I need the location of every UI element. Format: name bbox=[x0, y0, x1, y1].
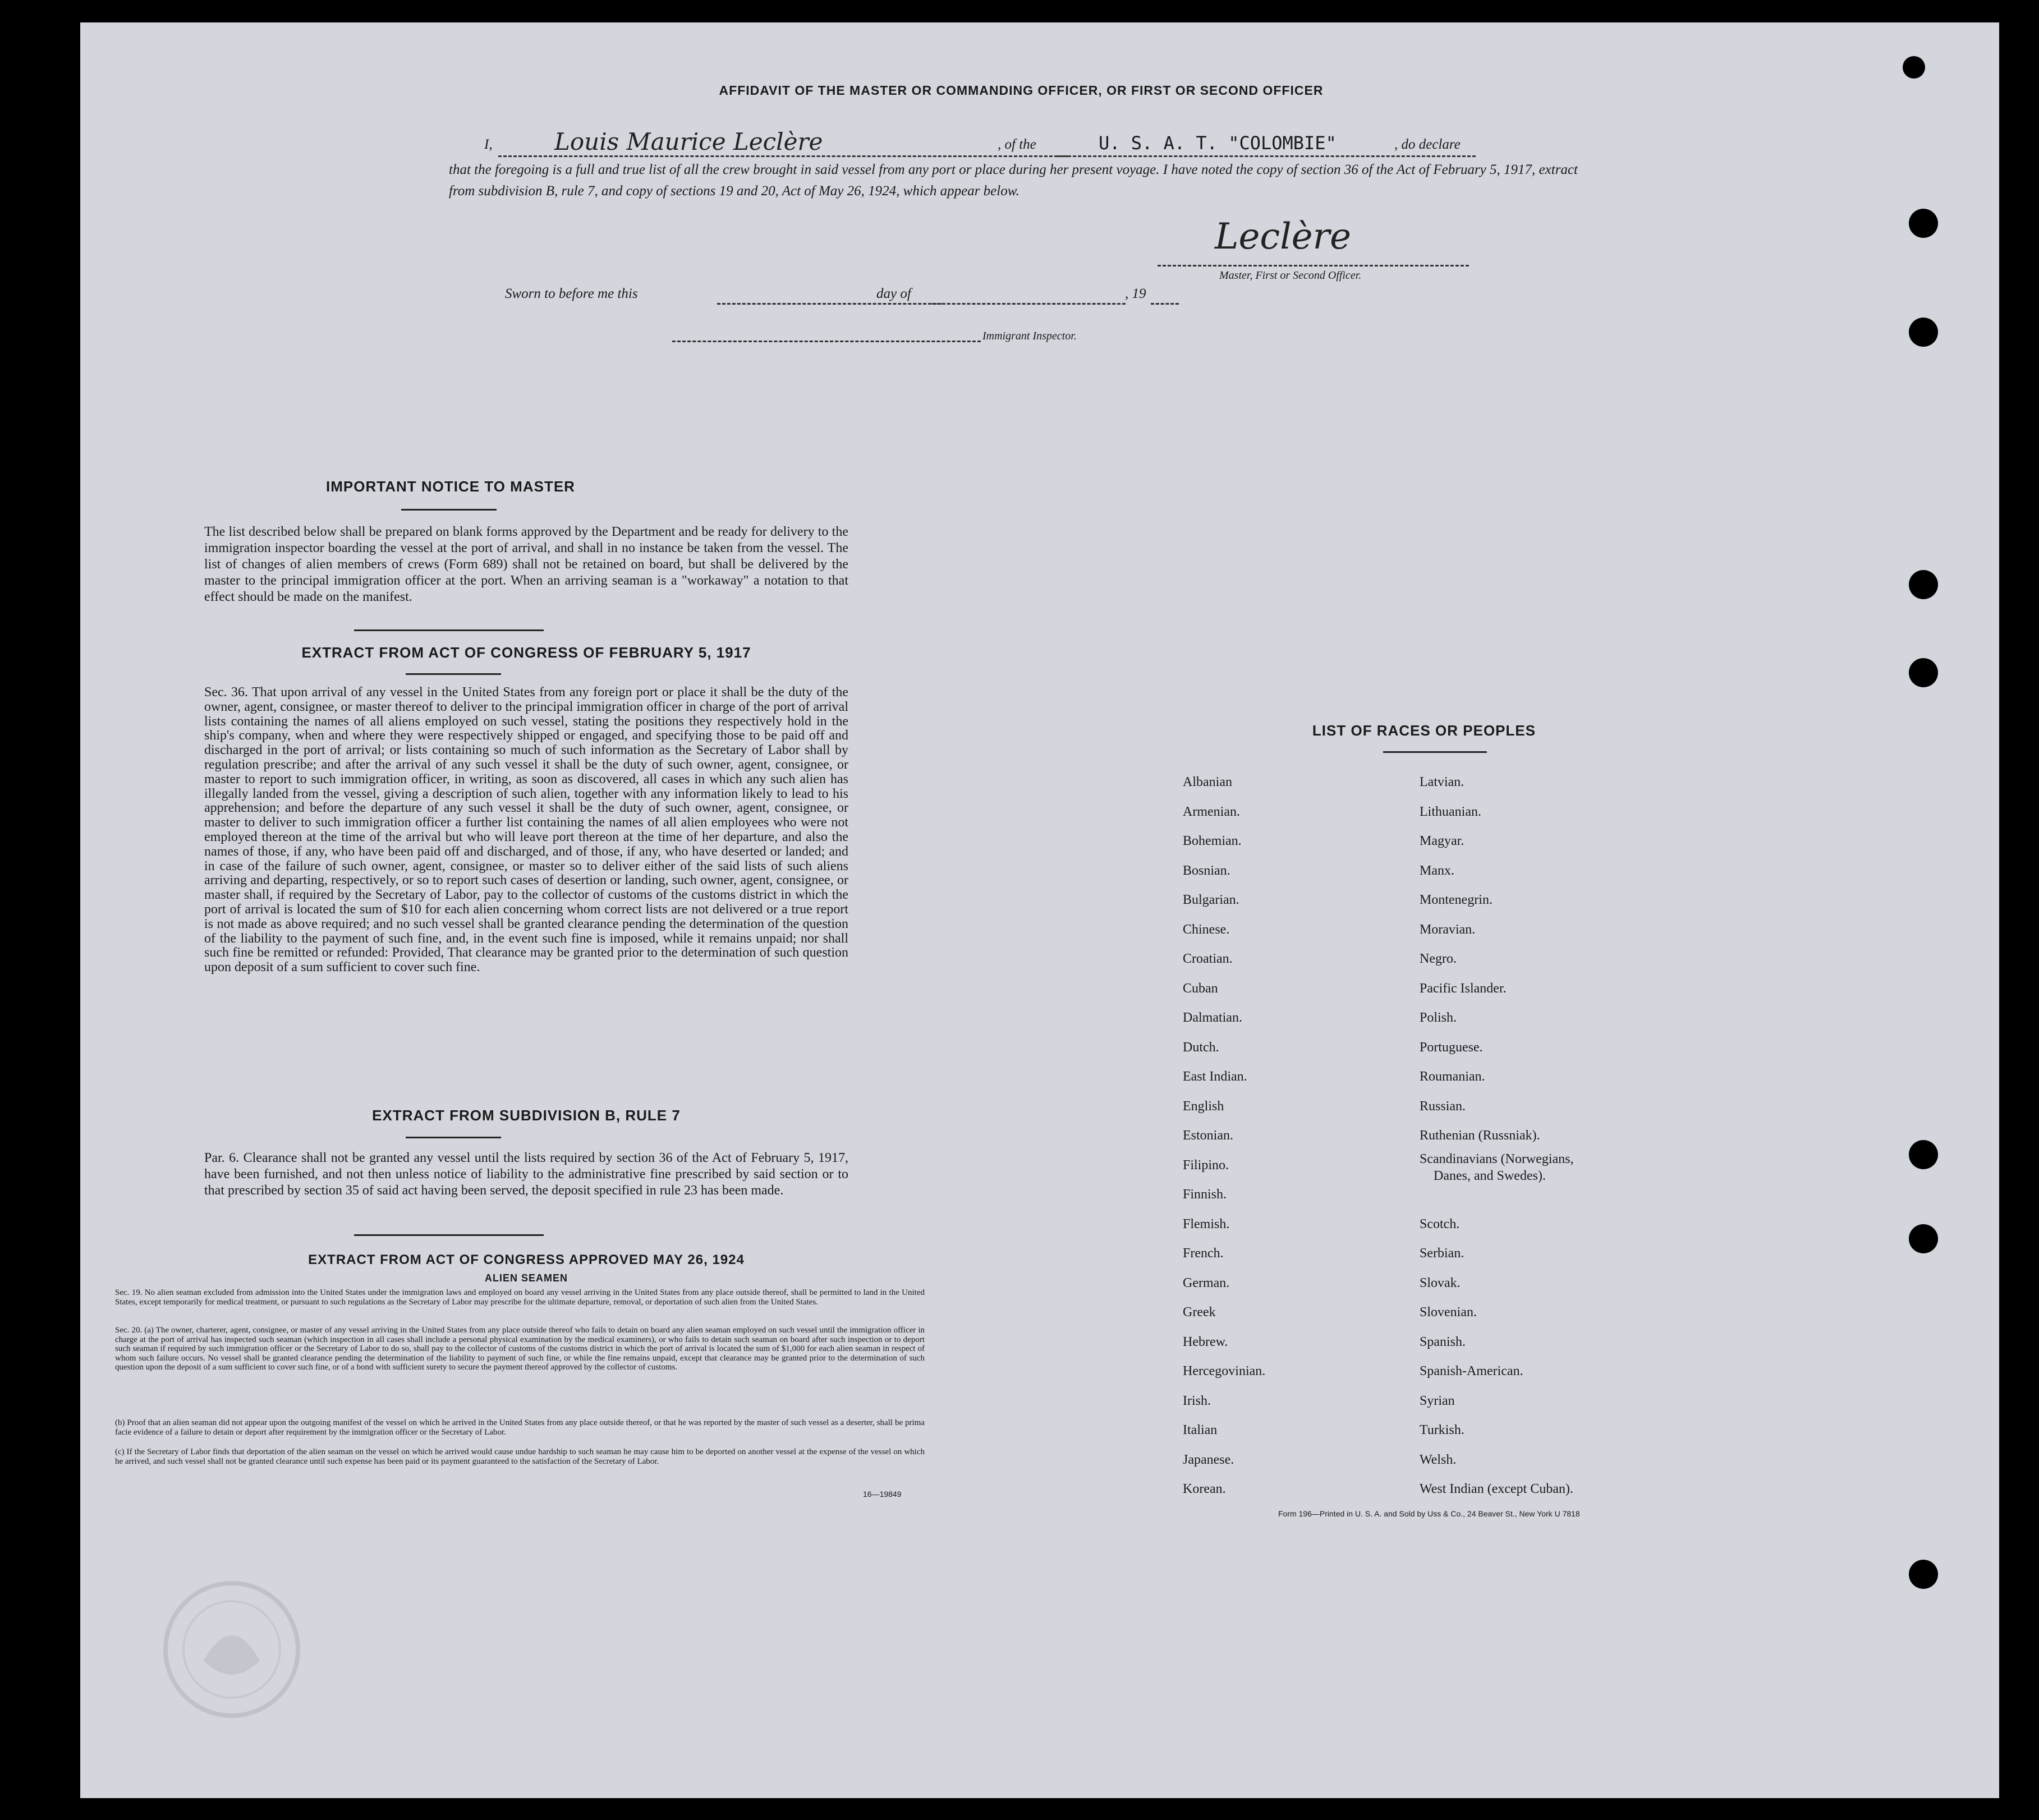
notice-title: IMPORTANT NOTICE TO MASTER bbox=[326, 478, 575, 495]
notice-body: The list described below shall be prepared on blank forms approved by the Department and be ready for delivery to the immigration inspector boarding the vessel at the port of arrival, and shall in no instance be taken from the vessel. The list of changes of alien members of crews (Form 689) shall not be retained on board, but shall be delivered by the master to the principal immigration officer at the port. When an arriving seaman is a "workaway" a notation to that effect should be made on the manifest. bbox=[204, 525, 848, 604]
inspector-line bbox=[672, 341, 981, 342]
race-item: Irish. bbox=[1183, 1393, 1211, 1408]
signer-name: Louis Maurice Leclère bbox=[554, 128, 823, 155]
race-item: French. bbox=[1183, 1246, 1224, 1261]
race-item: Serbian. bbox=[1420, 1246, 1464, 1261]
sec20b-text: (b) Proof that an alien seaman did not appear upon the outgoing manifest of the vessel on which he arrived in the United States from any place outside thereof, or that he was reported by the master of such vessel as a deserter, shall be prima facie evidence of a failure to detain or deport after requirement by the immigration officer or the Secretary of Labor. bbox=[115, 1418, 925, 1437]
punch-hole bbox=[1909, 1560, 1938, 1589]
rule7-body: Par. 6. Clearance shall not be granted any vessel until the lists required by section 36 of the Act of February 5, 1917, have been furnished, and not then unless notice of liability to the administrative fine prescribed by said section or to that prescribed by section 35 of said act having been served, the deposit specified in rule 23 has been made. bbox=[204, 1151, 848, 1198]
punch-hole bbox=[1909, 570, 1938, 599]
sworn-prefix: Sworn to before me this bbox=[505, 286, 638, 301]
race-item: Filipino. bbox=[1183, 1157, 1229, 1173]
name-blank bbox=[498, 155, 1068, 157]
race-item: Bosnian. bbox=[1183, 863, 1230, 878]
race-item: Albanian bbox=[1183, 775, 1232, 789]
race-item: Japanese. bbox=[1183, 1452, 1234, 1467]
race-item: Roumanian. bbox=[1420, 1069, 1485, 1084]
races-column-2 bbox=[1420, 767, 1574, 1504]
vessel-name: U. S. A. T. "COLOMBIE" bbox=[1099, 132, 1337, 154]
race-item: Syrian bbox=[1420, 1393, 1455, 1408]
embossed-seal bbox=[159, 1577, 305, 1722]
race-item: Latvian. bbox=[1420, 775, 1464, 789]
race-item: Moravian. bbox=[1420, 922, 1476, 937]
race-item: Italian bbox=[1183, 1423, 1218, 1437]
sworn-mid: day of bbox=[874, 286, 913, 302]
race-item: Pacific Islander. bbox=[1420, 981, 1507, 996]
race-item: Croatian. bbox=[1183, 952, 1233, 966]
rule7-rule bbox=[406, 1137, 501, 1138]
race-item: English bbox=[1183, 1099, 1224, 1114]
races-column-1 bbox=[1183, 767, 1265, 1504]
sec20c-text: (c) If the Secretary of Labor finds that deportation of the alien seaman on the vessel on which he arrived would cause undue hardship to such seaman he may cause him to be deported on another vessel at the expense of the vessel on which he arrived, and such vessel shall not be granted clearance until such expense has been paid or its payment guaranteed to the satisfaction of the Secretary of Labor. bbox=[115, 1447, 925, 1466]
punch-hole bbox=[1909, 1140, 1938, 1169]
extract-1924-title: EXTRACT FROM ACT OF CONGRESS APPROVED MAY 26, 1924 bbox=[308, 1252, 745, 1267]
affidavit-title: AFFIDAVIT OF THE MASTER OR COMMANDING OFFICER, OR FIRST OR SECOND OFFICER bbox=[719, 83, 1324, 98]
sec19-text: Sec. 19. No alien seaman excluded from admission into the United States under the immigration laws and employed on board any vessel arriving in the United States from any place outside thereof, shall be permitted to land in the United States, except temporarily for medical treatment, or pursuant to such regulations as the Secretary of Labor may prescribe for the ultimate departure, removal, or deportation of such alien from the United States. bbox=[115, 1288, 925, 1307]
race-item: Slovak. bbox=[1420, 1275, 1461, 1290]
punch-hole bbox=[1909, 658, 1938, 687]
race-item: Estonian. bbox=[1183, 1128, 1233, 1143]
race-item: Turkish. bbox=[1420, 1423, 1464, 1437]
race-item: Spanish. bbox=[1420, 1334, 1466, 1349]
race-item: German. bbox=[1183, 1275, 1230, 1290]
race-item: Russian. bbox=[1420, 1099, 1466, 1114]
race-item: Bohemian. bbox=[1183, 834, 1242, 848]
races-rule bbox=[1383, 751, 1487, 753]
race-item: Slovenian. bbox=[1420, 1305, 1477, 1320]
race-item: Dutch. bbox=[1183, 1040, 1219, 1055]
race-item: Spanish-American. bbox=[1420, 1364, 1523, 1378]
signature-line bbox=[1158, 265, 1469, 266]
affidavit-line1-suffix: , do declare bbox=[1394, 137, 1461, 152]
sworn-year: , 19 bbox=[1125, 286, 1146, 301]
form-footer: Form 196—Printed in U. S. A. and Sold by Uss & Co., 24 Beaver St., New York U 7818 bbox=[1278, 1509, 1580, 1518]
race-item: Cuban bbox=[1183, 981, 1218, 996]
sworn-day-blank bbox=[717, 303, 942, 305]
race-item: West Indian (except Cuban). bbox=[1420, 1482, 1573, 1496]
punch-hole bbox=[1909, 209, 1938, 238]
race-item: Welsh. bbox=[1420, 1452, 1457, 1467]
race-item: Manx. bbox=[1420, 863, 1454, 878]
notice-rule bbox=[401, 509, 497, 511]
punch-hole bbox=[1909, 1224, 1938, 1253]
extract-1917-rule bbox=[406, 673, 501, 675]
extract-1917-body: Sec. 36. That upon arrival of any vessel in the United States from any foreign port or place it shall be the duty of the owner, agent, consignee, or master thereof to deliver to the principal immigration officer in charge of the port of arrival lists containing the names of all aliens employed on such vessel, stating the positions they respectively hold in the ship's company, when and where they were respectively shipped or engaged, and specifying those to be paid off and discharged in the port of arrival; or lists containing so much of such information as the Secretary of Labor shall by regulation prescribe; and after the arrival of any such vessel it shall be the duty of such owner, agent, consignee, or master to report to such immigration officer, in writing, as soon as discovered, all cases in which any such alien has illegally landed from the vessel, giving a description of such alien, together with any information likely to lead to his apprehension; and before the departure of any such vessel it shall be the duty of such owner, agent, consignee, or master to deliver to such immigration officer a further list containing the names of all alien employees who were not employed thereon at the time of the arrival but who will leave port thereon at the time of her departure, and also the names of those, if any, who have been paid off and discharged, and of those, if any, who have deserted or landed; and in case of the failure of such owner, agent, consignee, or master so to deliver either of the said lists of such aliens arriving and departing, respectively, or so to report such cases of desertion or landing, such owner, agent, consignee, or master shall, if required by the Secretary of Labor, pay to the collector of customs of the customs district in which the port of arrival is located the sum of $10 for each alien concerning whom correct lists are not delivered or a true report is not made as above required; and no such vessel shall be granted clearance pending the determination of the question of the liability to the payment of such fine, and, in the event such fine is imposed, while it remains unpaid; nor shall such fine be remitted or refunded: Provided, That clearance may be granted prior to the determination of such question upon deposit of a sum sufficient to cover such fine. bbox=[204, 685, 848, 975]
race-item: Dalmatian. bbox=[1183, 1010, 1242, 1025]
race-item: Portuguese. bbox=[1420, 1040, 1483, 1055]
race-item: Greek bbox=[1183, 1305, 1216, 1320]
inspector-caption: Immigrant Inspector. bbox=[982, 330, 1077, 342]
race-item: Hercegovinian. bbox=[1183, 1364, 1266, 1378]
race-item: Magyar. bbox=[1420, 834, 1464, 848]
master-signature: Leclère bbox=[1215, 216, 1352, 258]
affidavit-body: that the foregoing is a full and true list of all the crew brought in said vessel from any port or place during her present voyage. I have noted the copy of section 36 of the Act of February 5, 1917, extract from subdivision B, rule 7, and copy of sections 19 and 20, Act of May 26, 1924, which appear below. bbox=[449, 162, 1578, 199]
sworn-year-blank bbox=[1151, 303, 1179, 305]
race-item: Armenian. bbox=[1183, 804, 1240, 819]
race-item: Bulgarian. bbox=[1183, 893, 1239, 907]
sworn-month-blank bbox=[932, 303, 1126, 305]
affidavit-line1-mid: , of the bbox=[998, 137, 1036, 152]
affidavit-line1-prefix: I, bbox=[484, 137, 493, 152]
race-item: Hebrew. bbox=[1183, 1334, 1228, 1349]
punch-hole bbox=[1909, 318, 1938, 347]
race-item: Lithuanian. bbox=[1420, 804, 1481, 819]
races-title: LIST OF RACES OR PEOPLES bbox=[1312, 722, 1536, 739]
race-item: Korean. bbox=[1183, 1482, 1226, 1496]
extract-1917-title: EXTRACT FROM ACT OF CONGRESS OF FEBRUARY 5, 1917 bbox=[301, 644, 751, 661]
race-item: Montenegrin. bbox=[1420, 893, 1492, 907]
document-page bbox=[80, 22, 1999, 1798]
punch-hole bbox=[1903, 56, 1925, 79]
sec20a-text: Sec. 20. (a) The owner, charterer, agent, consignee, or master of any vessel arriving in the United States from any place outside thereof who fails to detain on board any alien seaman employed on such vessel until the immigration officer in charge at the port of arrival has inspected such seaman (which inspection in all cases shall include a personal physical examination by the medical examiners), or who fails to detain such seaman on board after such inspection or to deport such seaman if required by such immigration officer or the Secretary of Labor to do so, shall pay to the collector of customs of the customs district in which the port of arrival is located the sum of $1,000 for each alien seaman in respect of whom such failure occurs. No vessel shall be granted clearance pending the determination of the liability to payment of such fine, or while the fine remains unpaid, except that clearance may be granted prior to the determination of such question upon the deposit of a sum sufficient to cover such fine, or of a bond with sufficient surety to secure the payment thereof approved by the collector of customs. bbox=[115, 1326, 925, 1372]
race-item: Finnish. bbox=[1183, 1187, 1227, 1202]
section-divider bbox=[354, 629, 544, 631]
rule7-title: EXTRACT FROM SUBDIVISION B, RULE 7 bbox=[372, 1107, 681, 1124]
print-code: 16—19849 bbox=[863, 1490, 902, 1499]
signature-caption: Master, First or Second Officer. bbox=[1219, 269, 1362, 282]
race-item: Ruthenian (Russniak). bbox=[1420, 1128, 1540, 1143]
race-item: Negro. bbox=[1420, 952, 1457, 966]
race-item: Flemish. bbox=[1183, 1216, 1230, 1231]
race-item: Scandinavians (Norwegians, bbox=[1420, 1151, 1574, 1166]
race-item: Polish. bbox=[1420, 1010, 1457, 1025]
section-divider bbox=[354, 1234, 544, 1236]
extract-1924-subtitle: ALIEN SEAMEN bbox=[484, 1272, 568, 1284]
vessel-blank bbox=[1058, 155, 1476, 157]
race-item: East Indian. bbox=[1183, 1069, 1247, 1084]
race-item: Chinese. bbox=[1183, 922, 1230, 937]
race-item: Danes, and Swedes). bbox=[1434, 1168, 1546, 1183]
race-item: Scotch. bbox=[1420, 1216, 1460, 1231]
